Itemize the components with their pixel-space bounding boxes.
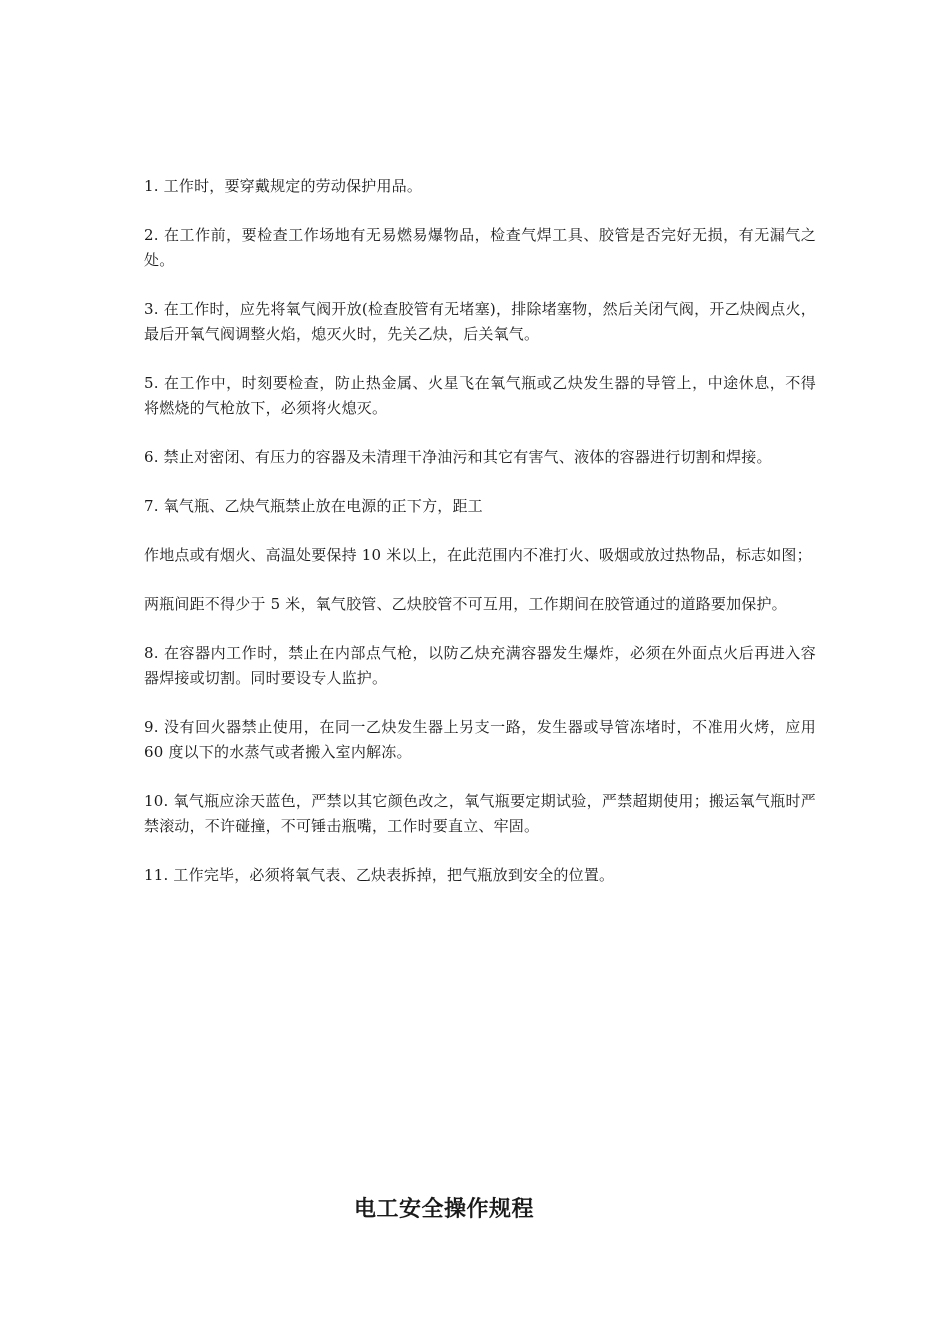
paragraph-8: 8. 在容器内工作时，禁止在内部点气枪，以防乙炔充满容器发生爆炸，必须在外面点火后再进入容器焊接或切割。同时要设专人监护。 [144, 644, 816, 687]
paragraph-10: 10. 氧气瓶应涂天蓝色，严禁以其它颜色改之，氧气瓶要定期试验，严禁超期使用；搬运氧气瓶时严禁滚动，不许碰撞，不可锤击瓶嘴，工作时要直立、牢固。 [144, 792, 816, 835]
paragraph-7-spacing: 两瓶间距不得少于 5 米，氧气胶管、乙炔胶管不可互用，工作期间在胶管通过的道路要加保护。 [144, 595, 787, 613]
paragraph-3: 3. 在工作时，应先将氧气阀开放(检查胶管有无堵塞)，排除堵塞物，然后关闭气阀，开乙炔阀点火，最后开氧气阀调整火焰，熄灭火时，先关乙炔，后关氧气。 [144, 300, 816, 343]
paragraph-2: 2. 在工作前，要检查工作场地有无易燃易爆物品，检查气焊工具、胶管是否完好无损，有无漏气之处。 [144, 226, 816, 269]
document-body [144, 174, 816, 912]
paragraph-7: 7. 氧气瓶、乙炔气瓶禁止放在电源的正下方，距工 [144, 497, 483, 515]
paragraph-5: 5. 在工作中，时刻要检查，防止热金属、火星飞在氧气瓶或乙炔发生器的导管上，中途休息，不得将燃烧的气枪放下，必须将火熄灭。 [144, 374, 816, 417]
paragraph-9: 9. 没有回火器禁止使用，在同一乙炔发生器上另支一路，发生器或导管冻堵时，不准用火烤，应用 60 度以下的水蒸气或者搬入室内解冻。 [144, 718, 816, 761]
paragraph-6: 6. 禁止对密闭、有压力的容器及未清理干净油污和其它有害气、液体的容器进行切割和焊接。 [144, 448, 772, 466]
section-title: 电工安全操作规程 [353, 1196, 534, 1222]
paragraph-1: 1. 工作时，要穿戴规定的劳动保护用品。 [144, 177, 423, 195]
paragraph-7-continued: 作地点或有烟火、高温处要保持 10 米以上，在此范围内不准打火、吸烟或放过热物品，标志如图； [144, 546, 812, 564]
paragraph-11: 11. 工作完毕，必须将氧气表、乙炔表拆掉，把气瓶放到安全的位置。 [144, 866, 615, 884]
